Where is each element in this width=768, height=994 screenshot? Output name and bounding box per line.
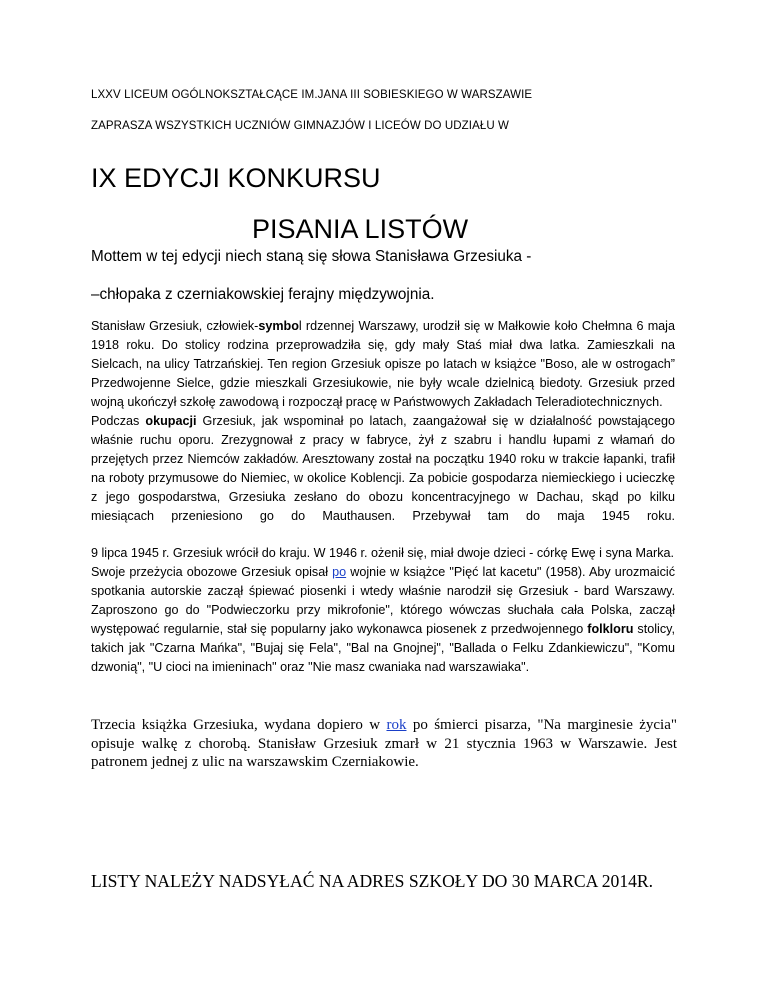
link-po[interactable]: po <box>332 565 347 579</box>
contest-name-title: PISANIA LISTÓW <box>252 214 469 245</box>
biography-paragraph-bard: Swoje przeżycia obozowe Grzesiuk opisał po wojnie w książce "Pięć lat kacetu" (1958). Aby urozmaicić spotkania autorskie zaczął śpiewać piosenki i wtedy właśnie narodził się Grzesiuk - bard Warszawy. Zaproszono go do "Podwieczorku przy mikrofonie", którego wówczas słuchała cała Polska, zaczął występować regularnie, stał się popularny jako wykonawca piosenek z przedwojennego folkloru stolicy, takich jak "Czarna Mańka", "Bujaj się Fela", "Bal na Gnojnej", "Ballada o Felku Zdankiewiczu", "Komu dzwonią", "U cioci na imieninach" oraz "Nie masz cwaniaka nad warszawiaka". <box>91 565 675 674</box>
biography-paragraph-occupation: Podczas okupacji Grzesiuk, jak wspominał po latach, zaangażował się w działalność powstającego właśnie ruchu oporu. Zrezygnował z pracy w fabryce, żył z szabru i handlu łupami z włamań do przejętych przez Niemców zakładów. Aresztowany został na początku 1940 roku w trakcie łapanki, trafił na roboty przymusowe do Niemiec, w okolice Koblencji. Za pobicie gospodarza niemieckiego i ucieczkę z jego gospodarstwa, Grzesiuka zesłano do obozu koncentracyjnego w Dachau, skąd po kilku miesiącach przeniesiono go do Mauthausen. Przebywał tam do maja 1945 roku. <box>91 414 675 523</box>
invitation-header: ZAPRASZA WSZYSTKICH UCZNIÓW GIMNAZJÓW I LICEÓW DO UDZIAŁU W <box>91 120 509 132</box>
biography-paragraph-return: 9 lipca 1945 r. Grzesiuk wrócił do kraju. W 1946 r. ożenił się, miał dwoje dzieci - córkę Ewę i syna Marka. <box>91 546 675 560</box>
biography-block-2 <box>91 544 675 677</box>
contest-edition-title: IX EDYCJI KONKURSU <box>91 163 381 194</box>
submission-deadline-footer: LISTY NALEŻY NADSYŁAĆ NA ADRES SZKOŁY DO 30 MARCA 2014R. <box>91 871 654 891</box>
bold-word-symbol: symbo <box>258 319 299 333</box>
biography-paragraph-third-book: Trzecia książka Grzesiuka, wydana dopiero w rok po śmierci pisarza, "Na marginesie życia" opisuje walkę z chorobą. Stanisław Grzesiuk zmarł w 21 stycznia 1963 w Warszawie. Jest patronem jednej z ulic na warszawskim Czerniakowie. <box>91 717 677 770</box>
school-name-header: LXXV LICEUM OGÓLNOKSZTAŁCĄCE IM.JANA III SOBIESKIEGO W WARSZAWIE <box>91 89 533 101</box>
biography-block-3 <box>91 716 677 772</box>
motto-line-2: –chłopaka z czerniakowskiej ferajny międzywojnia. <box>91 286 435 303</box>
bold-word-okupacji: okupacji <box>145 414 197 428</box>
biography-block-1 <box>91 317 675 526</box>
biography-paragraph-early-life: Stanisław Grzesiuk, człowiek-symbol rdzennej Warszawy, urodził się w Małkowie koło Chełmna 6 maja 1918 roku. Do stolicy rodzina przeprowadziła się, gdy mały Staś miał dwa latka. Zamieszkali na Sielcach, na ulicy Tatrzańskiej. Ten region Grzesiuk opisze po latach w książce "Boso, ale w ostrogach” Przedwojenne Sielce, gdzie mieszkali Grzesiukowie, nie były wcale dzielnicą biedoty. Grzesiuk przed wojną ukończył szkołę zawodową i rozpoczął pracę w Państwowych Zakładach Teleradiotechnicznych. <box>91 319 675 409</box>
bold-word-folkloru: folkloru <box>587 622 634 636</box>
link-rok[interactable]: rok <box>386 717 407 733</box>
motto-line-1: Mottem w tej edycji niech staną się słowa Stanisława Grzesiuka - <box>91 248 532 265</box>
